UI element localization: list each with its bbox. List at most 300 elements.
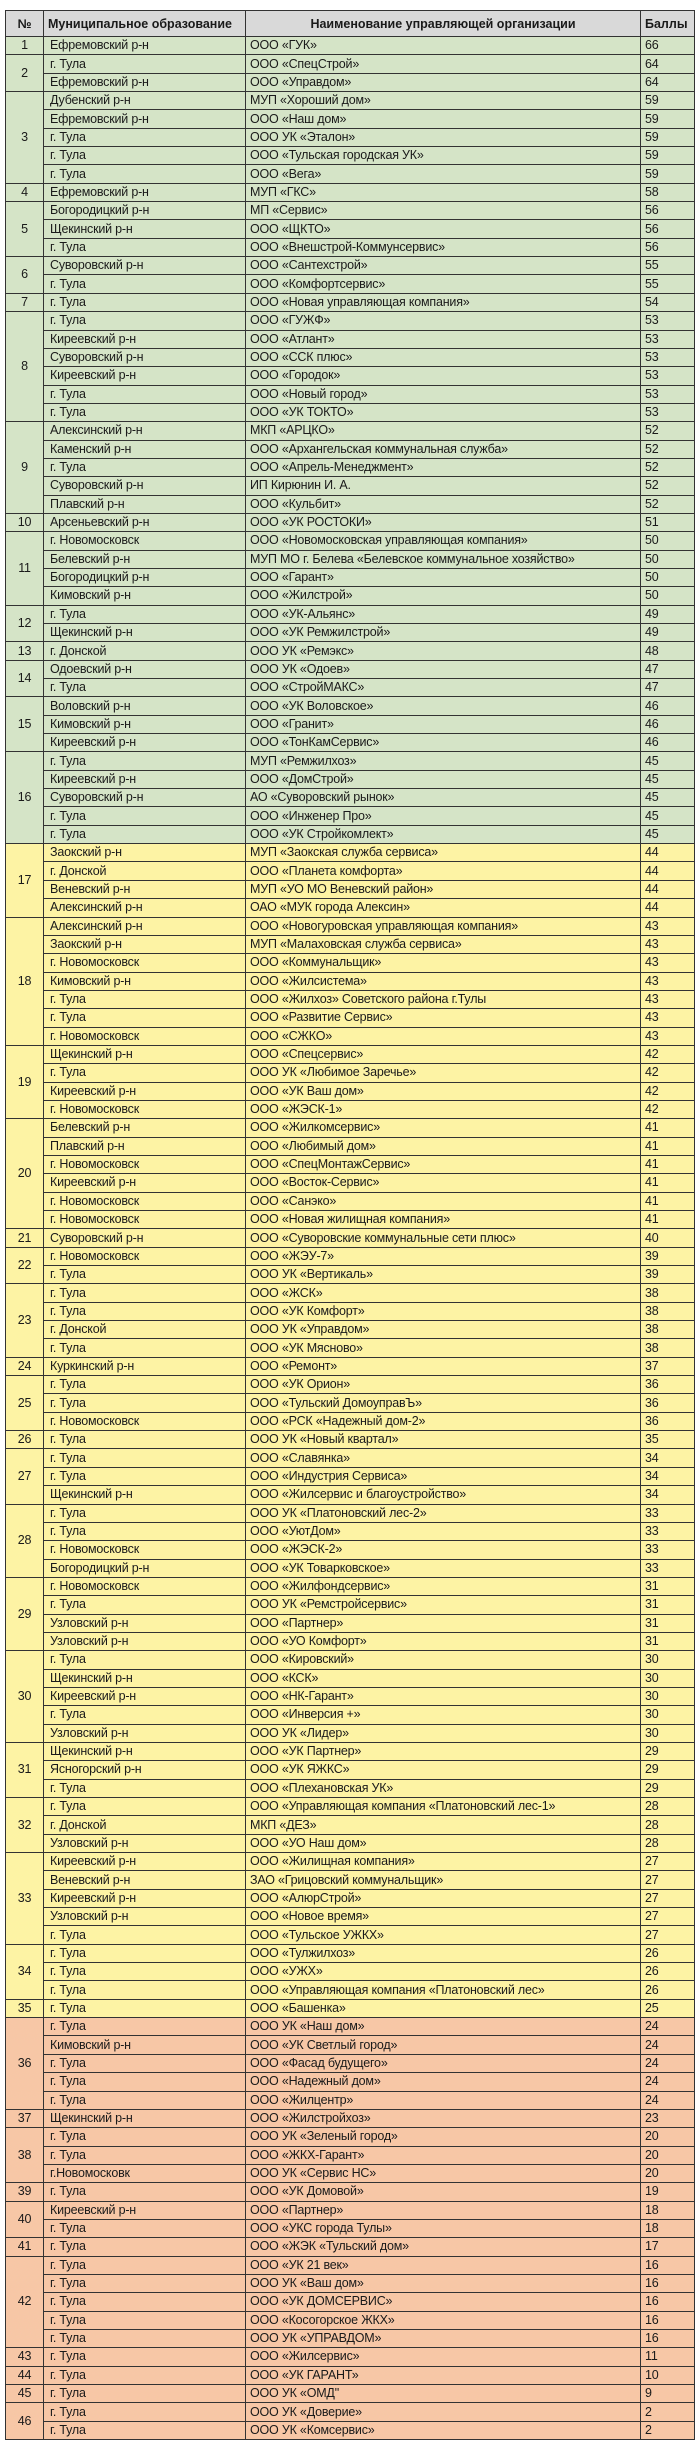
municipality-cell: г. Тула	[44, 403, 246, 421]
table-row	[6, 330, 695, 348]
points-cell: 18	[641, 2219, 695, 2237]
organization-cell: ООО «УК РОСТОКИ»	[246, 513, 641, 531]
municipality-cell: г. Тула	[44, 2256, 246, 2274]
municipality-cell: г. Тула	[44, 2018, 246, 2036]
table-row	[6, 789, 695, 807]
table-row	[6, 1211, 695, 1229]
organization-cell: ООО УК «Новый квартал»	[246, 1431, 641, 1449]
organization-cell: МП «Сервис»	[246, 202, 641, 220]
points-cell: 38	[641, 1284, 695, 1302]
organization-cell: ООО «УК ГАРАНТ»	[246, 2366, 641, 2384]
municipality-cell: Щекинский р-н	[44, 1742, 246, 1760]
points-cell: 50	[641, 550, 695, 568]
table-row	[6, 917, 695, 935]
organization-cell: ООО «Тульский ДомоуправЪ»	[246, 1394, 641, 1412]
table-row	[6, 1504, 695, 1522]
points-cell: 49	[641, 624, 695, 642]
points-cell: 58	[641, 183, 695, 201]
municipality-cell: Узловский р-н	[44, 1614, 246, 1632]
table-row	[6, 37, 695, 55]
table-row	[6, 1302, 695, 1320]
table-row	[6, 679, 695, 697]
table-row	[6, 734, 695, 752]
organization-cell: ООО «Новая управляющая компания»	[246, 293, 641, 311]
municipality-cell: г. Тула	[44, 990, 246, 1008]
rank-cell: 16	[6, 752, 44, 844]
points-cell: 36	[641, 1376, 695, 1394]
header-points: Баллы	[641, 11, 695, 37]
table-row	[6, 1779, 695, 1797]
points-cell: 45	[641, 825, 695, 843]
rank-cell: 17	[6, 844, 44, 917]
organization-cell: ООО УК «Одоев»	[246, 660, 641, 678]
points-cell: 33	[641, 1559, 695, 1577]
header-num: №	[6, 11, 44, 37]
table-row	[6, 587, 695, 605]
organization-cell: ООО «ГУЖФ»	[246, 312, 641, 330]
points-cell: 41	[641, 1119, 695, 1137]
table-row	[6, 1798, 695, 1816]
table-row	[6, 1431, 695, 1449]
organization-cell: МКП «ДЕЗ»	[246, 1816, 641, 1834]
points-cell: 10	[641, 2366, 695, 2384]
table-row	[6, 1155, 695, 1173]
table-row	[6, 624, 695, 642]
points-cell: 18	[641, 2201, 695, 2219]
municipality-cell: Богородицкий р-н	[44, 202, 246, 220]
rank-cell: 12	[6, 605, 44, 642]
rank-cell: 42	[6, 2256, 44, 2348]
municipality-cell: Суворовский р-н	[44, 477, 246, 495]
municipality-cell: г. Тула	[44, 1706, 246, 1724]
municipality-cell: г. Тула	[44, 1522, 246, 1540]
table-row	[6, 2348, 695, 2366]
municipality-cell: г. Новомосковск	[44, 1155, 246, 1173]
points-cell: 27	[641, 1889, 695, 1907]
organization-cell: ИП Кирюнин И. А.	[246, 477, 641, 495]
table-row	[6, 1394, 695, 1412]
municipality-cell: г. Тула	[44, 1449, 246, 1467]
organization-cell: ООО «Городок»	[246, 367, 641, 385]
organization-cell: ООО УК «Зеленый город»	[246, 2128, 641, 2146]
organization-cell: ООО УК «УПРАВДОМ»	[246, 2329, 641, 2347]
points-cell: 28	[641, 1798, 695, 1816]
table-row	[6, 550, 695, 568]
municipality-cell: г. Тула	[44, 807, 246, 825]
organization-cell: ООО «Новый город»	[246, 385, 641, 403]
table-row	[6, 1834, 695, 1852]
points-cell: 29	[641, 1779, 695, 1797]
points-cell: 35	[641, 1431, 695, 1449]
municipality-cell: г. Новомосковск	[44, 1247, 246, 1265]
organization-cell: ООО «КСК»	[246, 1669, 641, 1687]
rating-table-container	[5, 10, 694, 2440]
table-row	[6, 2183, 695, 2201]
rank-cell: 36	[6, 2018, 44, 2110]
table-row	[6, 1999, 695, 2017]
organization-cell: ООО «Кульбит»	[246, 495, 641, 513]
table-row	[6, 1339, 695, 1357]
municipality-cell: г. Тула	[44, 1963, 246, 1981]
points-cell: 11	[641, 2348, 695, 2366]
municipality-cell: Плавский р-н	[44, 495, 246, 513]
points-cell: 34	[641, 1467, 695, 1485]
municipality-cell: Киреевский р-н	[44, 1174, 246, 1192]
municipality-cell: г. Тула	[44, 312, 246, 330]
points-cell: 56	[641, 238, 695, 256]
municipality-cell: г. Тула	[44, 165, 246, 183]
table-row	[6, 972, 695, 990]
organization-cell: ООО «Суворовские коммунальные сети плюс»	[246, 1229, 641, 1247]
organization-cell: ООО УК «Лидер»	[246, 1724, 641, 1742]
organization-cell: ООО «Любимый дом»	[246, 1137, 641, 1155]
table-row	[6, 1889, 695, 1907]
organization-cell: ООО «УК Стройкомлект»	[246, 825, 641, 843]
points-cell: 42	[641, 1045, 695, 1063]
municipality-cell: г. Тула	[44, 2366, 246, 2384]
rank-cell: 6	[6, 257, 44, 294]
municipality-cell: г. Тула	[44, 2385, 246, 2403]
table-row	[6, 2274, 695, 2292]
organization-cell: ООО «Новомосковская управляющая компания»	[246, 532, 641, 550]
municipality-cell: г. Тула	[44, 55, 246, 73]
points-cell: 43	[641, 954, 695, 972]
organization-cell: ООО «Апрель-Менеджмент»	[246, 458, 641, 476]
table-row	[6, 825, 695, 843]
organization-cell: ООО УК «Эталон»	[246, 128, 641, 146]
organization-cell: ООО «УК 21 век»	[246, 2256, 641, 2274]
organization-cell: ООО «Архангельская коммунальная служба»	[246, 440, 641, 458]
organization-cell: ООО «ЖЭК «Тульский дом»	[246, 2238, 641, 2256]
organization-cell: ООО «Развитие Сервис»	[246, 1009, 641, 1027]
table-row	[6, 1119, 695, 1137]
organization-cell: ООО «Фасад будущего»	[246, 2054, 641, 2072]
municipality-cell: г. Тула	[44, 2219, 246, 2237]
table-row	[6, 1449, 695, 1467]
table-row	[6, 275, 695, 293]
table-row	[6, 954, 695, 972]
organization-cell: ООО «Жилкомсервис»	[246, 1119, 641, 1137]
municipality-cell: Ясногорский р-н	[44, 1761, 246, 1779]
table-row	[6, 1577, 695, 1595]
organization-cell: ООО «Жилсервис»	[246, 2348, 641, 2366]
municipality-cell: Белевский р-н	[44, 550, 246, 568]
organization-cell: ООО «Наш дом»	[246, 110, 641, 128]
municipality-cell: г. Тула	[44, 2348, 246, 2366]
table-row	[6, 238, 695, 256]
organization-cell: ООО «Кировский»	[246, 1651, 641, 1669]
rank-cell: 2	[6, 55, 44, 92]
rank-cell: 19	[6, 1045, 44, 1118]
municipality-cell: Киреевский р-н	[44, 367, 246, 385]
municipality-cell: г. Тула	[44, 458, 246, 476]
rank-cell: 7	[6, 293, 44, 311]
municipality-cell: г.Новомосковк	[44, 2164, 246, 2182]
table-row	[6, 1761, 695, 1779]
table-row	[6, 2128, 695, 2146]
table-row	[6, 477, 695, 495]
points-cell: 16	[641, 2329, 695, 2347]
municipality-cell: Щекинский р-н	[44, 1045, 246, 1063]
municipality-cell: Богородицкий р-н	[44, 1559, 246, 1577]
organization-cell: ООО «Внешстрой-Коммунсервис»	[246, 238, 641, 256]
table-row	[6, 770, 695, 788]
points-cell: 46	[641, 697, 695, 715]
rank-cell: 45	[6, 2385, 44, 2403]
organization-cell: ООО «УКС города Тулы»	[246, 2219, 641, 2237]
municipality-cell: Заокский р-н	[44, 935, 246, 953]
points-cell: 20	[641, 2164, 695, 2182]
table-row	[6, 1357, 695, 1375]
organization-cell: ООО «Тулжилхоз»	[246, 1944, 641, 1962]
municipality-cell: г. Тула	[44, 1266, 246, 1284]
table-row	[6, 422, 695, 440]
points-cell: 59	[641, 128, 695, 146]
organization-cell: ООО «УО Наш дом»	[246, 1834, 641, 1852]
points-cell: 46	[641, 734, 695, 752]
rank-cell: 29	[6, 1577, 44, 1650]
organization-cell: ООО «УО Комфорт»	[246, 1632, 641, 1650]
organization-cell: ООО «Славянка»	[246, 1449, 641, 1467]
organization-cell: АО «Суворовский рынок»	[246, 789, 641, 807]
points-cell: 53	[641, 312, 695, 330]
municipality-cell: Плавский р-н	[44, 1137, 246, 1155]
table-row	[6, 128, 695, 146]
table-row	[6, 990, 695, 1008]
points-cell: 55	[641, 275, 695, 293]
points-cell: 59	[641, 110, 695, 128]
municipality-cell: г. Тула	[44, 1944, 246, 1962]
table-row	[6, 1944, 695, 1962]
municipality-cell: Киреевский р-н	[44, 770, 246, 788]
table-row	[6, 715, 695, 733]
points-cell: 24	[641, 2091, 695, 2109]
municipality-cell: г. Донской	[44, 862, 246, 880]
organization-cell: ООО «ЖЭСК-1»	[246, 1100, 641, 1118]
rank-cell: 9	[6, 422, 44, 514]
organization-cell: ООО «Вега»	[246, 165, 641, 183]
table-row	[6, 257, 695, 275]
municipality-cell: г. Тула	[44, 2421, 246, 2439]
organization-cell: ООО УК «Ремстройсервис»	[246, 1596, 641, 1614]
organization-cell: ООО «Инверсия +»	[246, 1706, 641, 1724]
table-row	[6, 440, 695, 458]
organization-cell: ООО «УЖХ»	[246, 1963, 641, 1981]
points-cell: 59	[641, 165, 695, 183]
municipality-cell: Кимовский р-н	[44, 972, 246, 990]
points-cell: 55	[641, 257, 695, 275]
municipality-cell: Узловский р-н	[44, 1834, 246, 1852]
points-cell: 38	[641, 1339, 695, 1357]
organization-cell: ООО «Жилсистема»	[246, 972, 641, 990]
organization-cell: МКП «АРЦКО»	[246, 422, 641, 440]
municipality-cell: Суворовский р-н	[44, 1229, 246, 1247]
points-cell: 23	[641, 2109, 695, 2127]
points-cell: 27	[641, 1871, 695, 1889]
points-cell: 33	[641, 1504, 695, 1522]
rank-cell: 15	[6, 697, 44, 752]
municipality-cell: г. Новомосковск	[44, 1541, 246, 1559]
points-cell: 36	[641, 1394, 695, 1412]
points-cell: 47	[641, 660, 695, 678]
points-cell: 16	[641, 2274, 695, 2292]
municipality-cell: Одоевский р-н	[44, 660, 246, 678]
points-cell: 30	[641, 1651, 695, 1669]
table-row	[6, 1816, 695, 1834]
table-row	[6, 1229, 695, 1247]
organization-cell: ООО «СпецМонтажСервис»	[246, 1155, 641, 1173]
table-row	[6, 899, 695, 917]
municipality-cell: Киреевский р-н	[44, 1082, 246, 1100]
table-row	[6, 1541, 695, 1559]
points-cell: 41	[641, 1137, 695, 1155]
points-cell: 41	[641, 1211, 695, 1229]
points-cell: 46	[641, 715, 695, 733]
table-row	[6, 1027, 695, 1045]
rank-cell: 28	[6, 1504, 44, 1577]
table-row	[6, 935, 695, 953]
municipality-cell: Алексинский р-н	[44, 422, 246, 440]
table-row	[6, 2256, 695, 2274]
table-row	[6, 1908, 695, 1926]
organization-cell: ООО «Управляющая компания «Платоновский лес»	[246, 1981, 641, 1999]
table-row	[6, 495, 695, 513]
table-row	[6, 1174, 695, 1192]
organization-cell: ООО УК «Любимое Заречье»	[246, 1064, 641, 1082]
table-row	[6, 1614, 695, 1632]
points-cell: 42	[641, 1064, 695, 1082]
municipality-cell: г. Тула	[44, 2274, 246, 2292]
table-row	[6, 2329, 695, 2347]
points-cell: 39	[641, 1266, 695, 1284]
municipality-cell: г. Тула	[44, 275, 246, 293]
municipality-cell: Щекинский р-н	[44, 220, 246, 238]
organization-cell: МУП «ГКС»	[246, 183, 641, 201]
table-row	[6, 1266, 695, 1284]
points-cell: 27	[641, 1853, 695, 1871]
organization-cell: ООО «СпецСтрой»	[246, 55, 641, 73]
points-cell: 26	[641, 1944, 695, 1962]
organization-cell: ООО «Планета комфорта»	[246, 862, 641, 880]
header-row	[6, 11, 695, 37]
municipality-cell: Белевский р-н	[44, 1119, 246, 1137]
table-row	[6, 367, 695, 385]
rank-cell: 20	[6, 1119, 44, 1229]
municipality-cell: г. Тула	[44, 238, 246, 256]
table-row	[6, 1706, 695, 1724]
organization-cell: ООО «НК-Гарант»	[246, 1687, 641, 1705]
organization-cell: ООО «УК Мясново»	[246, 1339, 641, 1357]
table-body	[6, 37, 695, 2440]
municipality-cell: г. Новомосковск	[44, 954, 246, 972]
rank-cell: 46	[6, 2403, 44, 2440]
municipality-cell: Кимовский р-н	[44, 715, 246, 733]
municipality-cell: г. Новомосковск	[44, 1577, 246, 1595]
table-row	[6, 73, 695, 91]
municipality-cell: г. Тула	[44, 2128, 246, 2146]
points-cell: 56	[641, 202, 695, 220]
rank-cell: 22	[6, 1247, 44, 1284]
table-row	[6, 385, 695, 403]
organization-cell: ООО «Жилсервис и благоустройство»	[246, 1486, 641, 1504]
organization-cell: ООО «Плехановская УК»	[246, 1779, 641, 1797]
points-cell: 42	[641, 1082, 695, 1100]
organization-cell: ООО «Сантехстрой»	[246, 257, 641, 275]
municipality-cell: г. Тула	[44, 147, 246, 165]
municipality-cell: Щекинский р-н	[44, 624, 246, 642]
points-cell: 53	[641, 348, 695, 366]
rank-cell: 35	[6, 1999, 44, 2017]
table-row	[6, 1412, 695, 1430]
municipality-cell: г. Новомосковск	[44, 532, 246, 550]
rank-cell: 13	[6, 642, 44, 660]
points-cell: 51	[641, 513, 695, 531]
table-row	[6, 183, 695, 201]
table-row	[6, 1522, 695, 1540]
table-row	[6, 2036, 695, 2054]
municipality-cell: Узловский р-н	[44, 1724, 246, 1742]
organization-cell: ООО «Косогорское ЖКХ»	[246, 2311, 641, 2329]
municipality-cell: г. Тула	[44, 1431, 246, 1449]
points-cell: 45	[641, 807, 695, 825]
points-cell: 52	[641, 495, 695, 513]
points-cell: 39	[641, 1247, 695, 1265]
rank-cell: 11	[6, 532, 44, 605]
municipality-cell: г. Тула	[44, 128, 246, 146]
table-row	[6, 2403, 695, 2421]
points-cell: 41	[641, 1174, 695, 1192]
organization-cell: ООО «УК ЯЖКС»	[246, 1761, 641, 1779]
table-row	[6, 2091, 695, 2109]
points-cell: 9	[641, 2385, 695, 2403]
table-row	[6, 1486, 695, 1504]
municipality-cell: г. Тула	[44, 1504, 246, 1522]
organization-cell: ООО «Новое время»	[246, 1908, 641, 1926]
points-cell: 52	[641, 477, 695, 495]
rank-cell: 5	[6, 202, 44, 257]
organization-cell: ООО «СЖКО»	[246, 1027, 641, 1045]
organization-cell: ООО «УК Светлый город»	[246, 2036, 641, 2054]
municipality-cell: г. Тула	[44, 385, 246, 403]
organization-cell: ООО «СтройМАКС»	[246, 679, 641, 697]
table-row	[6, 458, 695, 476]
organization-cell: ООО «ССК плюс»	[246, 348, 641, 366]
municipality-cell: Ефремовский р-н	[44, 110, 246, 128]
points-cell: 45	[641, 752, 695, 770]
municipality-cell: г. Новомосковск	[44, 1412, 246, 1430]
rank-cell: 32	[6, 1798, 44, 1853]
organization-cell: ООО УК «Доверие»	[246, 2403, 641, 2421]
rank-cell: 23	[6, 1284, 44, 1357]
points-cell: 59	[641, 147, 695, 165]
table-row	[6, 1981, 695, 1999]
municipality-cell: Щекинский р-н	[44, 1669, 246, 1687]
municipality-cell: г. Тула	[44, 2054, 246, 2072]
organization-cell: ООО «УК Домовой»	[246, 2183, 641, 2201]
table-row	[6, 1009, 695, 1027]
points-cell: 43	[641, 1009, 695, 1027]
organization-cell: ООО «ТонКамСервис»	[246, 734, 641, 752]
table-row	[6, 660, 695, 678]
municipality-cell: г. Тула	[44, 1284, 246, 1302]
municipality-cell: г. Тула	[44, 1467, 246, 1485]
points-cell: 44	[641, 899, 695, 917]
municipality-cell: г. Тула	[44, 605, 246, 623]
rank-cell: 33	[6, 1853, 44, 1945]
table-row	[6, 348, 695, 366]
organization-cell: ООО «Управляющая компания «Платоновский лес-1»	[246, 1798, 641, 1816]
organization-cell: ООО «УК ТОКТО»	[246, 403, 641, 421]
